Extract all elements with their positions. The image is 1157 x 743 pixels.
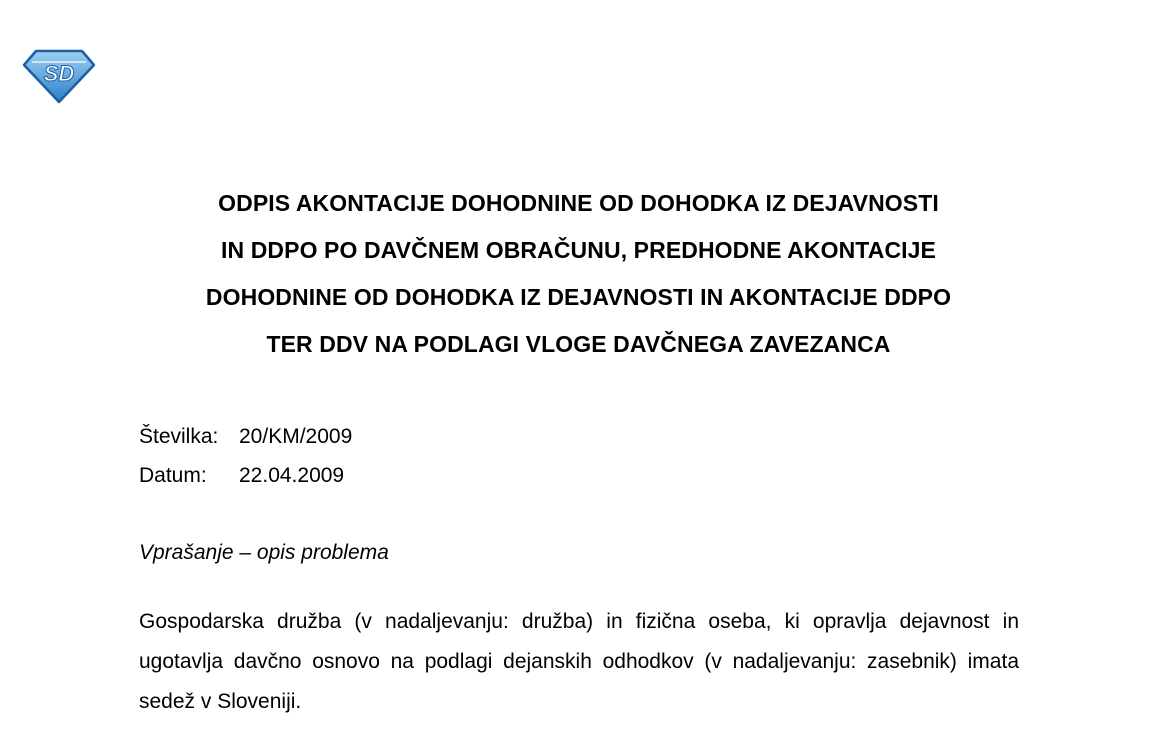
document-title: [0, 180, 1157, 368]
title-line-4: TER DDV NA PODLAGI VLOGE DAVČNEGA ZAVEZANCA: [266, 331, 891, 357]
date-label: Datum:: [139, 464, 207, 487]
title-line-1: ODPIS AKONTACIJE DOHODNINE OD DOHODKA IZ DEJAVNOSTI: [218, 190, 939, 216]
number-value: 20/KM/2009: [239, 425, 353, 448]
shield-logo-icon: [22, 48, 96, 104]
title-line-2: IN DDPO PO DAVČNEM OBRAČUNU, PREDHODNE AKONTACIJE: [221, 237, 936, 263]
company-logo: [22, 48, 96, 104]
body-paragraph: Gospodarska družba (v nadaljevanju: družba) in fizična oseba, ki opravlja dejavnost in ugotavlja davčno osnovo na podlagi dejanskih odhodkov (v nadaljevanju: zasebnik) imata sedež v Sloveniji.: [139, 610, 1019, 713]
section-heading: Vprašanje – opis problema: [139, 541, 389, 564]
date-row: [139, 456, 352, 495]
document-meta: [139, 417, 352, 495]
title-line-3: DOHODNINE OD DOHODKA IZ DEJAVNOSTI IN AKONTACIJE DDPO: [205, 284, 952, 310]
logo-lettering: SD: [43, 61, 75, 86]
date-value: 22.04.2009: [239, 464, 345, 487]
number-row: [139, 417, 352, 456]
number-label: Številka:: [139, 425, 219, 448]
